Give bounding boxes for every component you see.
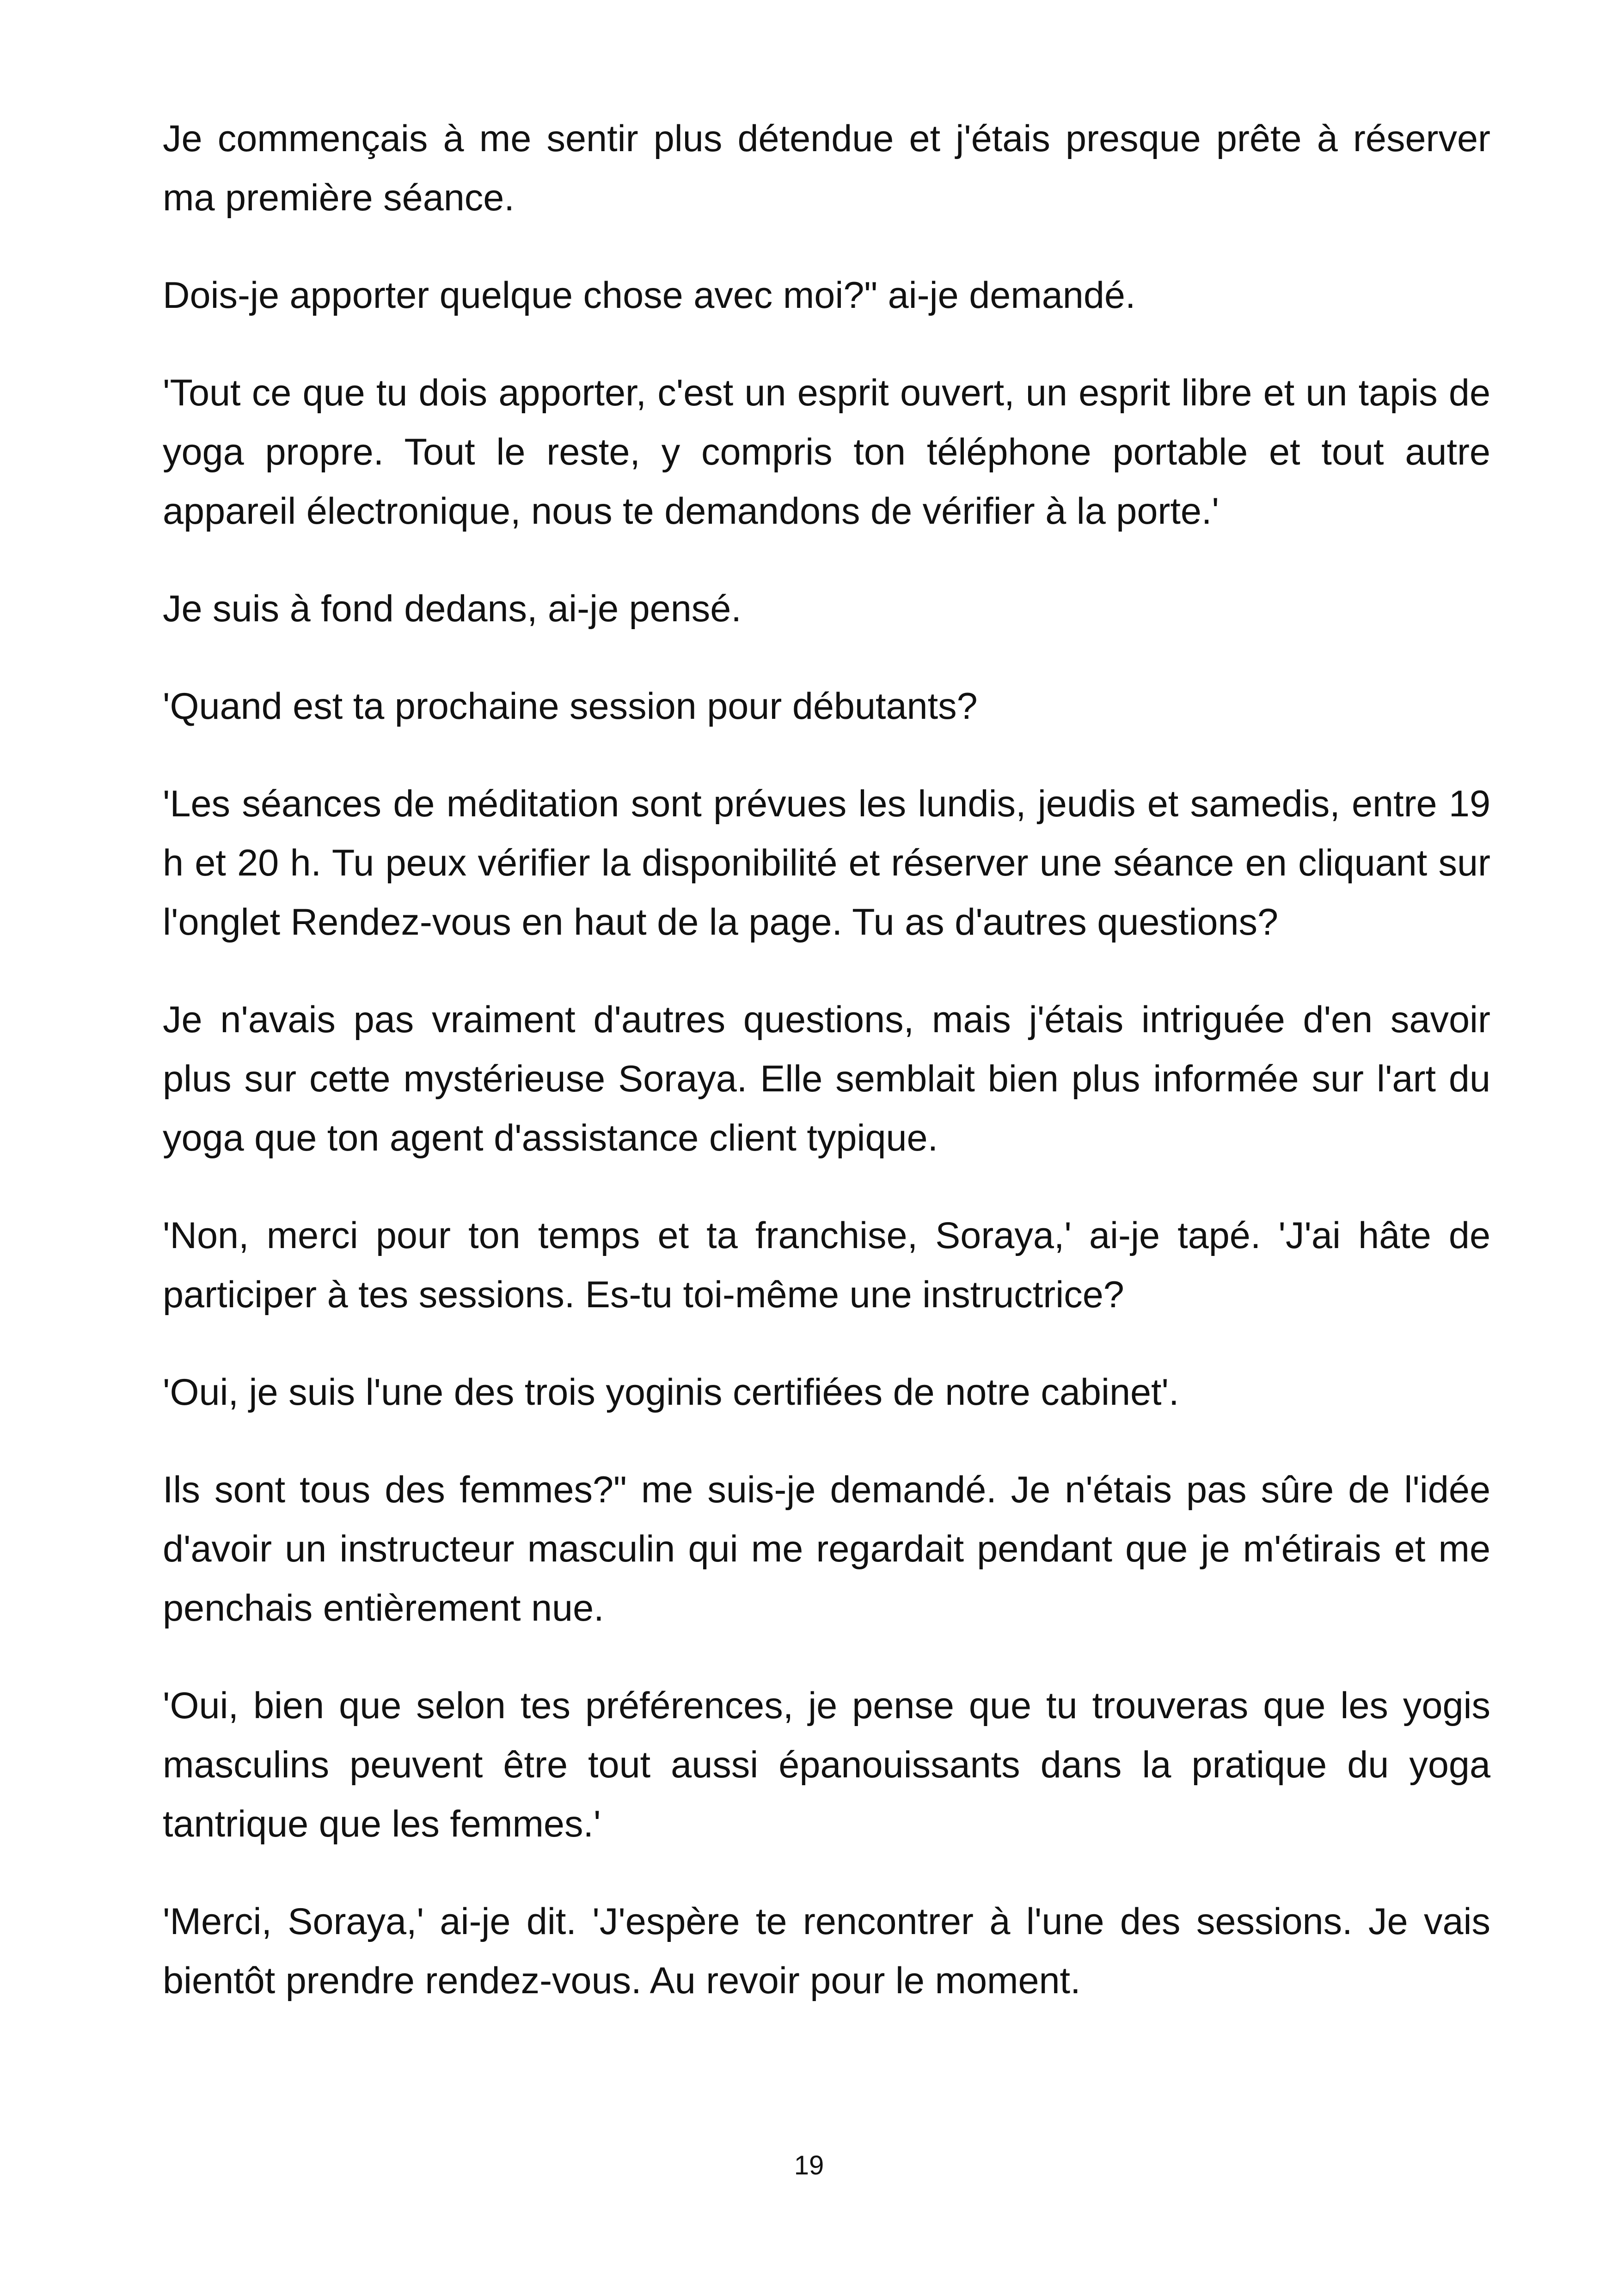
paragraph: 'Oui, bien que selon tes préférences, je pense que tu trouveras que les yogis masculins peuvent être tout aussi épanouissants dans la pratique du yoga tantrique que les femmes.' bbox=[163, 1685, 1490, 1845]
paragraph: 'Oui, je suis l'une des trois yoginis certifiées de notre cabinet'. bbox=[163, 1371, 1179, 1413]
paragraph: 'Non, merci pour ton temps et ta franchise, Soraya,' ai-je tapé. 'J'ai hâte de participer à tes sessions. Es-tu toi-même une instructrice? bbox=[163, 1215, 1490, 1316]
paragraph: 'Tout ce que tu dois apporter, c'est un esprit ouvert, un esprit libre et un tapis de yoga propre. Tout le reste, y compris ton téléphone portable et tout autre appareil électronique, nous te demandons de vérifier à la porte.' bbox=[163, 372, 1490, 532]
paragraph: Je suis à fond dedans, ai-je pensé. bbox=[163, 588, 742, 630]
paragraph: 'Merci, Soraya,' ai-je dit. 'J'espère te rencontrer à l'une des sessions. Je vais bientôt prendre rendez-vous. Au revoir pour le moment. bbox=[163, 1901, 1490, 2002]
paragraph: Ils sont tous des femmes?" me suis-je demandé. Je n'étais pas sûre de l'idée d'avoir un instructeur masculin qui me regardait pendant que je m'étirais et me penchais entièrement nue. bbox=[163, 1469, 1490, 1629]
paragraph: 'Quand est ta prochaine session pour débutants? bbox=[163, 686, 978, 727]
paragraph: Je n'avais pas vraiment d'autres questions, mais j'étais intriguée d'en savoir plus sur cette mystérieuse Soraya. Elle semblait bien plus informée sur l'art du yoga que ton agent d'assistance client typique. bbox=[163, 999, 1490, 1159]
paragraph: Je commençais à me sentir plus détendue et j'étais presque prête à réserver ma première séance. bbox=[163, 118, 1490, 219]
paragraph: 'Les séances de méditation sont prévues les lundis, jeudis et samedis, entre 19 h et 20 h. Tu peux vérifier la disponibilité et réserver une séance en cliquant sur l'onglet Rendez-vous en haut de la page. Tu as d'autres questions? bbox=[163, 783, 1490, 943]
page-number: 19 bbox=[794, 2150, 824, 2180]
body-text bbox=[163, 109, 1490, 2049]
paragraph: Dois-je apporter quelque chose avec moi?" ai-je demandé. bbox=[163, 275, 1136, 316]
